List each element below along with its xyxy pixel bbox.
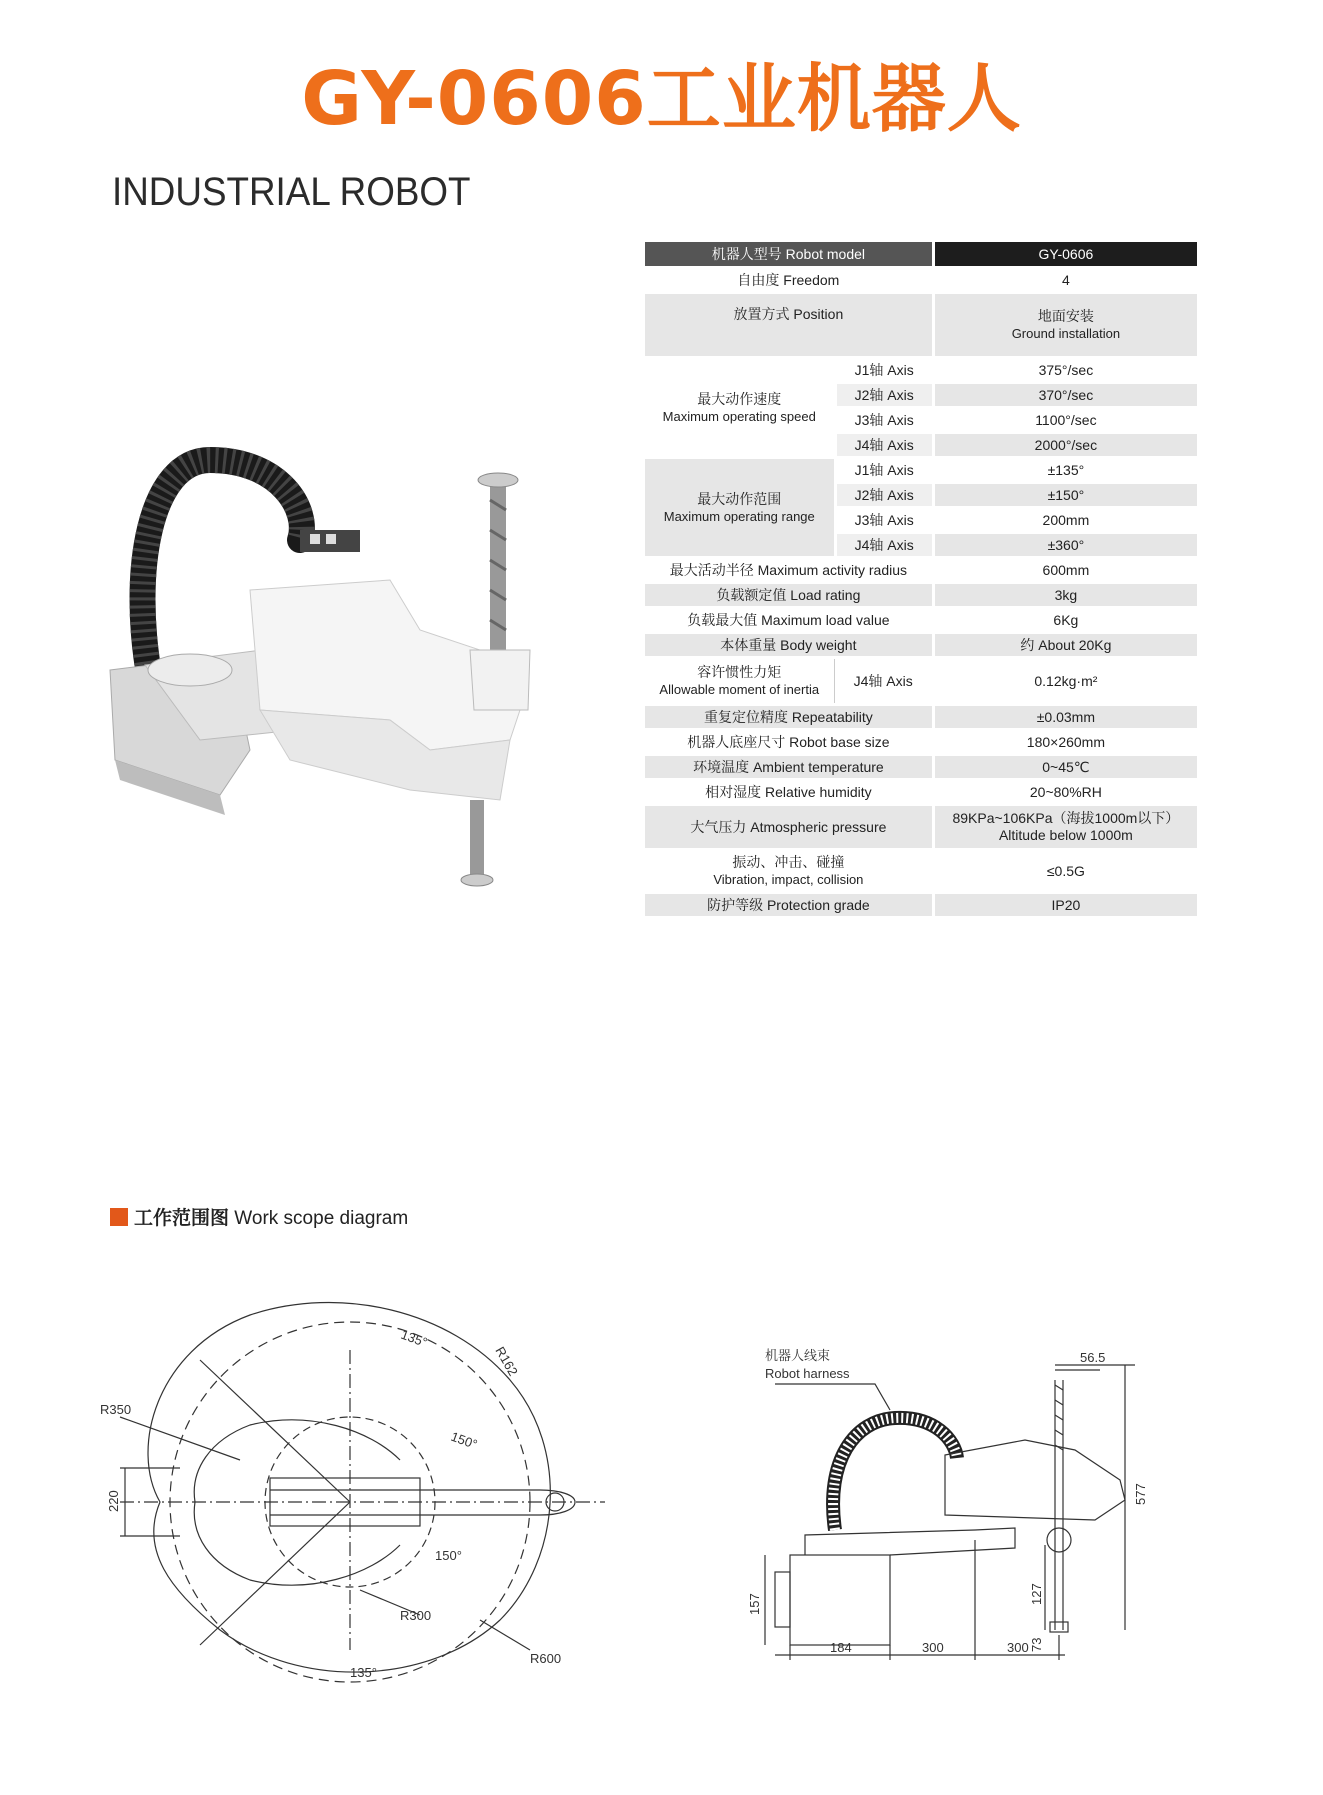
spec-value: 200mm — [932, 509, 1197, 531]
spec-row-range-j1 — [645, 459, 1197, 481]
label-dim-56: 56.5 — [1080, 1350, 1106, 1365]
spec-value-en: Ground installation — [1011, 326, 1121, 341]
inertia-label-en: Allowable moment of inertia — [659, 682, 820, 697]
robot-illustration — [90, 420, 610, 910]
page-subtitle: INDUSTRIAL ROBOT — [112, 170, 471, 214]
page-title: GY-0606工业机器人 — [301, 56, 1022, 142]
axis-label: J4轴 Axis — [834, 659, 932, 703]
spec-value: 2000°/sec — [932, 434, 1197, 456]
base-block — [790, 1555, 890, 1645]
label-r600: R600 — [530, 1651, 562, 1666]
spec-row-base-size — [645, 731, 1197, 753]
speed-label-en: Maximum operating speed — [662, 408, 816, 424]
spec-row-position — [645, 294, 1197, 356]
axis-label: J4轴 Axis — [834, 534, 932, 556]
spec-row-inertia — [645, 659, 1197, 703]
side-view-diagram — [745, 1340, 1205, 1670]
spec-row-repeatability — [645, 706, 1197, 728]
axis-label: J2轴 Axis — [834, 484, 932, 506]
spec-row-freedom — [645, 269, 1197, 291]
spec-label: 相对湿度 Relative humidity — [645, 781, 932, 803]
axis-label: J3轴 Axis — [834, 409, 932, 431]
label-dim-127: 127 — [1029, 1583, 1044, 1605]
spec-row-speed-j1 — [645, 359, 1197, 381]
section-title-cn: 工作范围图 — [134, 1208, 230, 1229]
spec-row-vibration — [645, 851, 1197, 891]
label-dim-300a: 300 — [922, 1640, 944, 1655]
outer-work-envelope — [148, 1303, 550, 1673]
spec-label: 大气压力 Atmospheric pressure — [645, 806, 932, 848]
label-angle-150-top: 150° — [448, 1428, 480, 1453]
spec-row-model — [645, 242, 1197, 266]
spec-label: 防护等级 Protection grade — [645, 894, 932, 916]
spec-row-load-rating — [645, 584, 1197, 606]
spec-value: IP20 — [932, 894, 1197, 916]
label-dim-220: 220 — [106, 1490, 121, 1512]
spec-value: 3kg — [932, 584, 1197, 606]
pressure-value-cn: 89KPa~106KPa（海拔1000m以下） — [952, 810, 1180, 826]
label-dim-577: 577 — [1133, 1483, 1148, 1505]
spec-value: 20~80%RH — [932, 781, 1197, 803]
range-label-en: Maximum operating range — [663, 508, 815, 524]
label-angle-135-top: 135° — [398, 1326, 430, 1351]
axis-label: J3轴 Axis — [834, 509, 932, 531]
screw-thread — [1055, 1385, 1063, 1450]
spec-value: ±150° — [932, 484, 1197, 506]
axis-label: J1轴 Axis — [834, 359, 932, 381]
spec-value: ≤0.5G — [932, 851, 1197, 891]
spec-value — [932, 806, 1197, 848]
spec-value: 600mm — [932, 559, 1197, 581]
label-dim-184: 184 — [830, 1640, 852, 1655]
spec-label-speed — [645, 359, 834, 456]
harness-label-cn: 机器人线束 — [765, 1349, 831, 1364]
spec-label: 负载额定值 Load rating — [645, 584, 932, 606]
wrist-joint — [1047, 1528, 1071, 1552]
spec-value: 4 — [932, 269, 1197, 291]
spec-label: 负载最大值 Maximum load value — [645, 609, 932, 631]
label-r350: R350 — [100, 1402, 132, 1417]
spec-label — [645, 659, 834, 703]
harness-leader — [775, 1384, 890, 1410]
spec-value: ±135° — [932, 459, 1197, 481]
angle-line — [200, 1502, 350, 1645]
section-title-en: Work scope diagram — [234, 1208, 409, 1229]
label-r162: R162 — [492, 1344, 521, 1379]
arm2-housing — [945, 1440, 1125, 1520]
spec-value: 约 About 20Kg — [932, 634, 1197, 656]
spec-label: 环境温度 Ambient temperature — [645, 756, 932, 778]
label-angle-135-bottom: 135° — [350, 1665, 377, 1680]
spec-value: 1100°/sec — [932, 409, 1197, 431]
spec-row-protection — [645, 894, 1197, 916]
leader-line — [480, 1620, 530, 1650]
spec-row-humidity — [645, 781, 1197, 803]
spec-value: ±0.03mm — [932, 706, 1197, 728]
pressure-value-en: Altitude below 1000m — [998, 827, 1133, 843]
label-dim-157: 157 — [747, 1593, 762, 1615]
spec-row-pressure — [645, 806, 1197, 848]
vibration-label-cn: 振动、冲击、碰撞 — [732, 854, 845, 870]
spec-value: 6Kg — [932, 609, 1197, 631]
spec-value-cn: 地面安装 — [1037, 308, 1094, 324]
axis-label: J1轴 Axis — [834, 459, 932, 481]
spec-label: 机器人型号 Robot model — [645, 242, 932, 266]
spec-value: ±360° — [932, 534, 1197, 556]
spec-label: 本体重量 Body weight — [645, 634, 932, 656]
label-r300: R300 — [400, 1608, 432, 1623]
spec-value: 0.12kg·m² — [932, 659, 1197, 703]
spec-label-range — [645, 459, 834, 556]
spec-row-radius — [645, 559, 1197, 581]
section-heading — [110, 1203, 408, 1230]
label-dim-300b: 300 — [1007, 1640, 1029, 1655]
section-marker — [110, 1208, 128, 1226]
spec-label — [645, 851, 932, 891]
spec-value — [932, 294, 1197, 356]
axis-label: J2轴 Axis — [834, 384, 932, 406]
flange — [1050, 1622, 1068, 1632]
spec-label: 重复定位精度 Repeatability — [645, 706, 932, 728]
spec-row-load-max — [645, 609, 1197, 631]
spec-label: 最大活动半径 Maximum activity radius — [645, 559, 932, 581]
vibration-label-en: Vibration, impact, collision — [713, 872, 864, 887]
speed-label-cn: 最大动作速度 — [697, 390, 782, 407]
leader-line — [120, 1417, 240, 1460]
spec-label: 自由度 Freedom — [645, 269, 932, 291]
inertia-label-cn: 容许惯性力矩 — [697, 664, 782, 680]
axis-label: J4轴 Axis — [834, 434, 932, 456]
spec-label: 放置方式 Position — [645, 294, 932, 356]
spec-value: 0~45℃ — [932, 756, 1197, 778]
spec-row-temperature — [645, 756, 1197, 778]
base-side — [775, 1572, 790, 1627]
spec-value: 180×260mm — [932, 731, 1197, 753]
arm1-outline — [805, 1528, 1015, 1555]
spec-value: 370°/sec — [932, 384, 1197, 406]
spec-table — [645, 239, 1197, 919]
label-angle-150-bottom: 150° — [435, 1548, 462, 1563]
spec-row-weight — [645, 634, 1197, 656]
label-dim-73: 73 — [1029, 1637, 1044, 1652]
spec-value: GY-0606 — [932, 242, 1197, 266]
harness-label-en: Robot harness — [765, 1366, 850, 1381]
work-scope-diagram — [100, 1290, 620, 1685]
angle-line — [200, 1360, 350, 1502]
spec-value: 375°/sec — [932, 359, 1197, 381]
range-label-cn: 最大动作范围 — [697, 490, 782, 507]
spec-label: 机器人底座尺寸 Robot base size — [645, 731, 932, 753]
cable-hose — [833, 1418, 957, 1530]
